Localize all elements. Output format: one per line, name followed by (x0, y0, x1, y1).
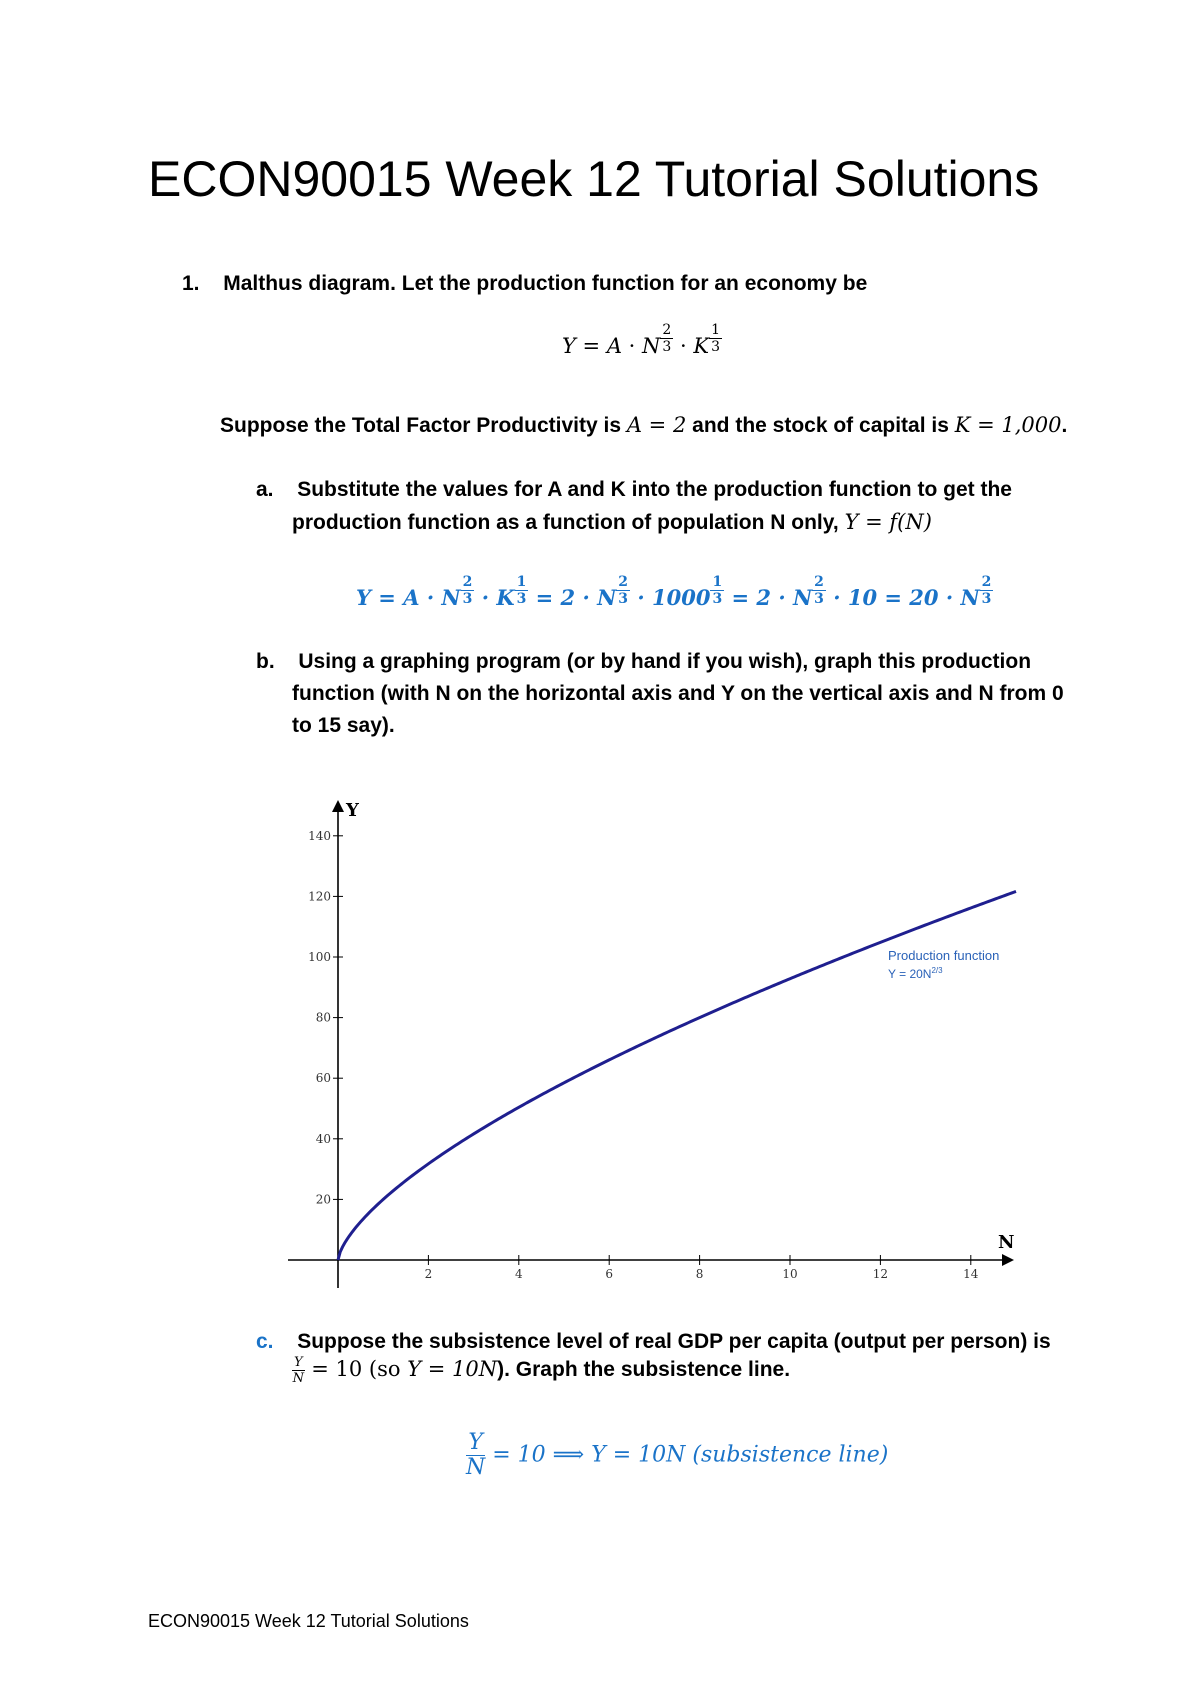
y-tick-label: 40 (315, 1131, 331, 1146)
part-a-line2: production function as a function of population N only, Y = f(N) (292, 510, 932, 534)
question-number: 1. (182, 272, 200, 295)
production-formula: Y = A · N $\frac{2}{3}$ · K $\frac{1}{3}$ (562, 322, 720, 358)
question-intro: Let the production function for an economy be (401, 272, 868, 295)
y-axis-arrow (332, 800, 344, 812)
y-tick-label: 80 (315, 1010, 331, 1025)
y-tick-label: 140 (308, 828, 331, 843)
y-axis-label: Y (346, 800, 359, 821)
x-tick-label: 10 (782, 1267, 798, 1281)
x-axis-label: N (998, 1232, 1015, 1253)
subsistence-fraction: $\frac{Y}{N}$ (292, 1355, 304, 1386)
part-a-line1: a. Substitute the values for A and K into the production function to get the (256, 478, 1012, 501)
x-tick-label: 12 (872, 1267, 889, 1281)
y-tick-label: 100 (308, 950, 331, 964)
x-tick-label: 4 (514, 1267, 523, 1281)
production-function-line (338, 891, 1016, 1260)
part-c-label: c. (256, 1330, 274, 1353)
x-tick-label: 14 (963, 1267, 979, 1281)
part-c-answer: $\frac{Y}{N}$ = 10 ⟹ Y = 10N (subsistence line) (466, 1430, 889, 1480)
exponent-one-third: $\frac{1}{3}$ (711, 322, 720, 355)
x-tick-label: 2 (424, 1267, 433, 1281)
question-1 (182, 272, 867, 296)
exponent-two-thirds: $\frac{2}{3}$ (662, 322, 672, 355)
question-heading: Malthus diagram. (223, 272, 396, 295)
x-tick-label: 6 (605, 1267, 614, 1281)
x-tick-label: 8 (695, 1267, 704, 1281)
part-b-line1: b. Using a graphing program (or by hand if you wish), graph this production (256, 650, 1032, 673)
page-footer: ECON90015 Week 12 Tutorial Solutions (148, 1611, 469, 1631)
production-function-chart (280, 790, 1040, 1300)
series-formula-label: $Y = 20N^{2/3}$ (888, 966, 943, 982)
part-a-label: a. (256, 478, 274, 501)
part-c-line1: c. Suppose the subsistence level of real GDP per capita (output per person) is (256, 1330, 1051, 1353)
part-c-line2: $\frac{Y}{N}$ = 10 (so Y = 10N). Graph the subsistence line. (292, 1355, 791, 1386)
y-tick-label: 20 (315, 1192, 331, 1207)
part-b-line2: function (with N on the horizontal axis and Y on the vertical axis and N from 0 (292, 682, 1064, 705)
page-title: ECON90015 Week 12 Tutorial Solutions (148, 151, 1040, 207)
part-a-answer: Y = A · N $\frac{2}{3}$ · K $\frac{1}{3}$ = 2 · N $\frac{2}{3}$ · 1000 $\frac{1}{3}$ = 2 · N $\frac{2}{3}$ · 10 = 20 · N $\frac{2}{3}$ (356, 574, 992, 610)
x-axis-arrow (1002, 1254, 1014, 1266)
series-label: Production function (888, 948, 1000, 964)
suppose-statement: Suppose the Total Factor Productivity is A = 2 and the stock of capital is K = 1,000. (220, 413, 1068, 437)
part-b-label: b. (256, 650, 275, 673)
y-tick-label: 120 (308, 889, 331, 904)
part-b-line3: to 15 say). (292, 714, 395, 737)
y-tick-label: 60 (315, 1071, 331, 1086)
